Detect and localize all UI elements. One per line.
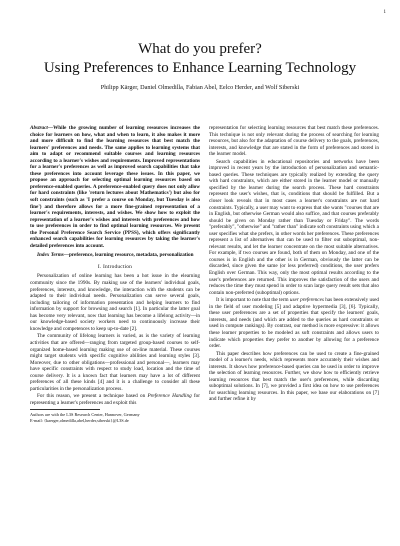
abstract-label: Abstract [30, 125, 48, 131]
abstract [30, 125, 200, 249]
paper-title-line-2: Using Preferences to Enhance Learning Technology [43, 60, 357, 76]
intro-paragraph-3-start: For this reason, we present a technique based on [37, 393, 148, 400]
right-paragraph-4: This paper describes how preferences can be used to create a fine-grained model of a learner's needs, which represents more accurately their wishes and interests. It shows how preference-based queries can be used in order to improve the selection of learning resources. Further, we show how to efficiently retrieve learning resources that best match the user's preferences, while discarding suboptimal solutions. In [7], we provided a first idea on how to use preferences for searching learning resources. In this paper, we base our elaborations on [7] and further refine it by [209, 350, 379, 403]
footnote-email: E-mail: {kaerger,olmedilla,abel,herder,siberski}@L3S.de [30, 417, 129, 423]
index-terms-text: —preference, learning resource, metadata, personalization [63, 252, 194, 259]
intro-paragraph-3-emphasis: Preference Handling [147, 393, 192, 400]
intro-paragraph-1: Personalization of online learning has been a hot issue in the elearning community since the 1990s. By making use of the learners' individual goals, preferences, interests, and knowledge, the interaction with the students can be adapted to their individual needs. Personalization can serve several goals, including tailoring of information presentation and helping learners to find information by support for browsing and search [1]. In particular the latter goal has become very relevant, now that learning has become a lifelong activity—in our knowledge-based society workers need to continuously increase their knowledge and competences to keep up-to-date [2]. [30, 273, 200, 332]
right-paragraph-2: Search capabilities in educational repositories and networks have been improved in recent years by the introduction of personalization and semantic-based queries. These techniques are typically realized by extending the query with hard constraints, which are either stored in the learner model or manually specified by the learner during the search process. These hard constraints represent the user's wishes, that is, conditions that should be fulfilled. But a closer look reveals that in most cases a learner's constraints are not hard constraints. Typically, a user may want to express that she wants "courses that are in English, but otherwise German would also suffice, and that courses preferably should be given on Monday rather than Tuesday or Friday". The words "preferably", "otherwise" and "rather than" indicate soft constraints using which a user specifies what she prefers, in other words her preferences. These preferences represent a list of alternatives that can be used to filter out suboptimal, non-relevant results, and let the learner concentrate on the most suitable alternatives. For example, if two courses are found, both of them on Monday, and one of the courses is in English and the other is in German, obviously the latter can be discarded, since given the same (or less preferred) conditions, the user prefers English over German. This way, only the most optimal results according to the user's preferences are returned. This improves the satisfaction of the users and reduces the time they must spend in order to scan large query result sets that also contain non-preferred (suboptimal) options. [209, 158, 379, 296]
footnote-affiliation: Authors are with the L3S Research Center, Hannover, Germany [30, 412, 140, 418]
section-heading-introduction: I. Introduction [97, 263, 133, 270]
index-terms-label: Index Terms [37, 252, 64, 259]
right-paragraph-3-emphasis: user preferences [289, 297, 324, 304]
paper-title-line-1: What do you prefer? [138, 41, 262, 57]
page-number: 1 [383, 10, 386, 15]
intro-paragraph-3-end: for representing a learner's preferences and exploit this [30, 393, 200, 406]
author-list: Philipp Kärger, Daniel Olmedilla, Fabian Abel, Eelco Herder, and Wolf Siberski [100, 84, 300, 91]
intro-paragraph-3 [30, 393, 200, 406]
left-column [30, 125, 200, 423]
right-column [209, 125, 379, 404]
right-paragraph-3 [209, 297, 379, 349]
abstract-text: —While the growing number of learning resources increases the choice for learners on how, what and when to learn, it also makes it more and more difficult to find the learning resources that best match the learners' preferences and needs. The same applies to learning systems that aim to adapt or recommend suitable courses and learning resources according to a learner's wishes and requirements. Improved representations for a learner's preferences as well as improved search capabilities that take these preferences into account leverage these issues. In this paper, we propose an approach for selecting optimal learning resources based on preference-enabled queries. A preference-enabled query does not only allow for hard constraints (like 'return lectures about Mathematics') but also for soft constraints (such as 'I prefer a course on Monday, but Tuesday is also fine') and therefore allows for a more fine-grained representation of a learner's requirements, interests, and wishes. We show how to exploit the representation of a learner's wishes and interests with preferences and how to use preferences in order to find optimal learning resources. We present the Personal Preference Search Service (PPSS), which offers significantly enhanced search capabilities for learning resources by taking the learner's detailed preferences into account. [30, 125, 200, 249]
right-paragraph-1: representation for selecting learning resources that best match these preferences. This technique is not only relevant during the process of searching for learning resources, but also for the adaptation of course delivery to the goals, preferences, interests, and knowledge that are stated in the form of preferences and stored in the learner model. [209, 125, 379, 158]
right-paragraph-3-end: has been extensively used in the field of user modeling [5] and adaptive hypermedia [3], [6]. Typically, these user preferences are a set of properties that specify the learners' goals, interests, and needs (and which are added to the queries as hard constraints or used in compute rankings). By contrast, our method is more expressive: it allows these learner properties to be modeled as soft constraints and allows users to indicate which properties they prefer to another by allowing for a preference order. [209, 297, 379, 350]
index-terms [30, 252, 200, 259]
right-paragraph-3-start: It is important to note that the term [216, 297, 290, 304]
intro-paragraph-2: The community of lifelong learners is varied, as is the variety of learning activities that are offered—ranging from targeted group-based courses to self-organized home-based learning making use of on-line material. These courses might target students with specific cognitive abilities and learning styles [3]. Moreover, due to other obligations—professional and personal—, learners may have specific constraints with respect to study load, location and the time of course delivery. It is a known fact that learners may have a lot of different preferences of all these kinds [4] and it is a challenge to consider all these particularities in the personalization process. [30, 333, 200, 392]
title-block [0, 40, 400, 91]
footnote-divider [30, 409, 100, 410]
